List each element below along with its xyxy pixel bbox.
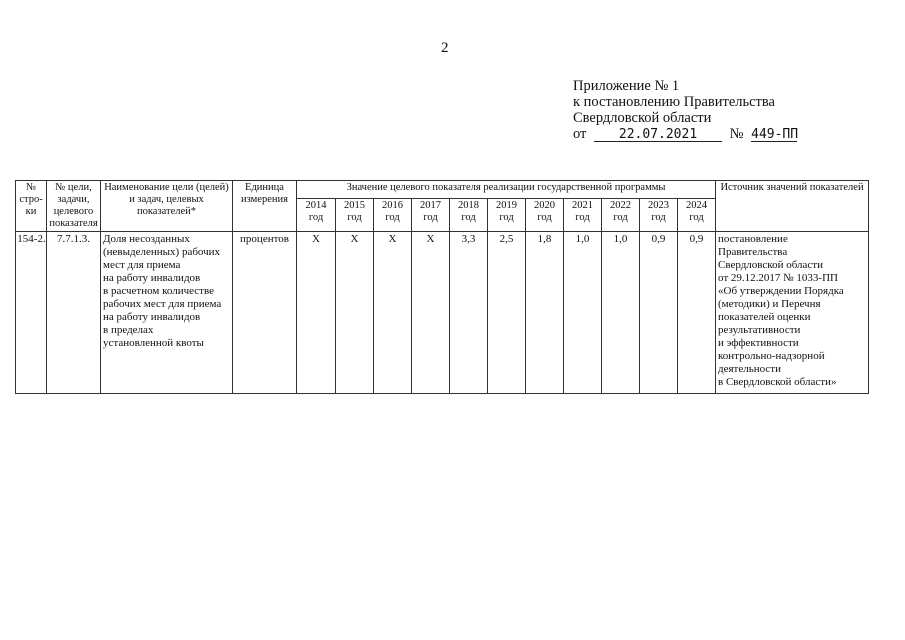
number-label: №	[729, 126, 744, 142]
cell-value-2020: 1,8	[526, 232, 564, 394]
year-suffix: год	[385, 212, 400, 224]
year-suffix: год	[461, 212, 476, 224]
cell-value-2016: X	[374, 232, 412, 394]
cell-value-2017: X	[412, 232, 450, 394]
from-label: от	[573, 126, 587, 142]
header-year-2022	[602, 199, 640, 232]
source-line: «Об утверждении Порядка	[718, 285, 844, 297]
header-unit: Единица измерения	[233, 181, 297, 232]
header-year-2021	[564, 199, 602, 232]
year-label: 2016	[382, 200, 403, 212]
appendix-header	[573, 78, 797, 142]
appendix-date-line	[573, 126, 797, 142]
header-year-2016	[374, 199, 412, 232]
cell-unit: процентов	[233, 232, 297, 394]
indicator-name-line: в расчетном количестве	[103, 285, 215, 297]
indicator-name-line: Доля несозданных	[103, 233, 190, 245]
cell-value-2022: 1,0	[602, 232, 640, 394]
year-suffix: год	[308, 212, 324, 224]
cell-value-2015: X	[336, 232, 374, 394]
indicator-name-line: на работу инвалидов	[103, 311, 201, 323]
header-year-2017	[412, 199, 450, 232]
source-line: деятельности	[718, 363, 781, 375]
year-suffix: год	[575, 212, 590, 224]
resolution-number: 449-ПП	[751, 127, 799, 142]
header-year-2019	[488, 199, 526, 232]
indicator-name-line: (невыделенных) рабочих	[103, 246, 221, 258]
cell-value-2023: 0,9	[640, 232, 678, 394]
header-year-2014	[297, 199, 336, 232]
header-goal-no: № цели, задачи, целевого показателя	[47, 181, 101, 232]
year-suffix: год	[651, 212, 666, 224]
header-year-2020	[526, 199, 564, 232]
cell-value-2014: X	[297, 232, 336, 394]
header-values-group: Значение целевого показателя реализации государственной программы	[297, 181, 716, 199]
header-year-2015	[336, 199, 374, 232]
header-year-2023	[640, 199, 678, 232]
source-line: в Свердловской области»	[718, 376, 837, 388]
indicators-table	[15, 180, 869, 394]
cell-value-2021: 1,0	[564, 232, 602, 394]
year-suffix: год	[613, 212, 628, 224]
page-number: 2	[441, 40, 449, 56]
year-label: 2021	[572, 200, 593, 212]
year-label: 2017	[420, 200, 441, 212]
source-line: показателей оценки	[718, 311, 811, 323]
source-line: контрольно-надзорной	[718, 350, 825, 362]
source-line: результативности	[718, 324, 801, 336]
cell-source	[716, 232, 869, 394]
appendix-title: Приложение № 1	[573, 78, 680, 94]
indicator-name-line: рабочих мест для приема	[103, 298, 222, 310]
source-line: Правительства	[718, 246, 788, 258]
year-label: 2024	[686, 200, 707, 212]
cell-value-2024: 0,9	[678, 232, 716, 394]
year-label: 2022	[610, 200, 631, 212]
year-label: 2019	[496, 200, 517, 212]
indicator-name-line: установленной квоты	[103, 337, 204, 349]
indicator-name-line: на работу инвалидов	[103, 272, 201, 284]
indicator-name-line: мест для приема	[103, 259, 181, 271]
year-label: 2023	[648, 200, 669, 212]
appendix-region-line: Свердловской области	[573, 110, 712, 126]
table-row	[16, 232, 869, 394]
source-line: постановление	[718, 233, 788, 245]
cell-indicator-name	[101, 232, 233, 394]
year-suffix: год	[499, 212, 514, 224]
header-source: Источник значений показателей	[716, 181, 869, 232]
header-year-2018	[450, 199, 488, 232]
header-name: Наименование цели (целей) и задач, целевых показателей*	[101, 181, 233, 232]
cell-row-no: 154-2.	[16, 232, 47, 394]
source-line: от 29.12.2017 № 1033-ПП	[718, 272, 838, 284]
appendix-resolution-line: к постановлению Правительства	[573, 94, 775, 110]
year-suffix: год	[347, 212, 362, 224]
year-suffix: год	[689, 212, 704, 224]
cell-goal-no: 7.7.1.3.	[47, 232, 101, 394]
year-label: 2014	[305, 200, 327, 212]
year-label: 2020	[534, 200, 555, 212]
header-year-2024	[678, 199, 716, 232]
source-line: (методики) и Перечня	[718, 298, 821, 310]
cell-value-2018: 3,3	[450, 232, 488, 394]
resolution-date: 22.07.2021	[594, 128, 722, 142]
year-label: 2018	[458, 200, 479, 212]
year-suffix: год	[423, 212, 438, 224]
source-line: Свердловской области	[718, 259, 823, 271]
source-line: и эффективности	[718, 337, 799, 349]
header-row-no: № стро-ки	[16, 181, 47, 232]
cell-value-2019: 2,5	[488, 232, 526, 394]
year-suffix: год	[537, 212, 552, 224]
year-label: 2015	[344, 200, 365, 212]
indicator-name-line: в пределах	[103, 324, 154, 336]
